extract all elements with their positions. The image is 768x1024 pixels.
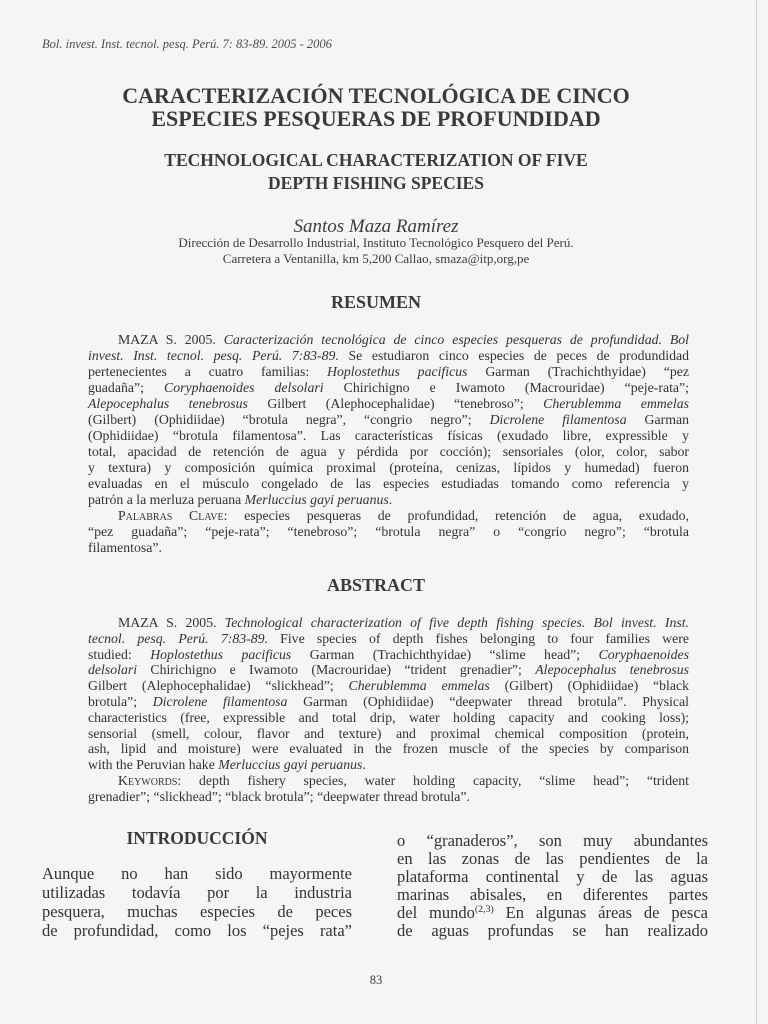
text-run: (Ophidiidae) “brotula filamentosa”. Las características físicas (exudado libre, expressible y [88, 428, 689, 443]
text-line-content [88, 476, 689, 492]
text-line-content [88, 460, 689, 476]
text-run: pesquera, muchas especies de peces [42, 902, 352, 921]
text-run: Aunque no han sido mayormente [42, 864, 352, 883]
text-line [88, 364, 689, 380]
affiliation-line: Carretera a Ventanilla, km 5,200 Callao, smaza@itp,org,pe [222, 251, 530, 266]
text-line [88, 789, 689, 805]
text-line [88, 647, 689, 663]
italic-text: Dicrolene filamentosa [152, 693, 288, 709]
reference-superscript: (2,3) [474, 904, 494, 916]
text-run: with the Peruvian hake [88, 757, 219, 773]
italic-text: Alepocephalus tenebrosus [88, 396, 248, 411]
italic-text: Alepocephalus tenebrosus [535, 662, 689, 678]
text-run: studied: [88, 646, 151, 662]
text-line-content [118, 332, 689, 348]
text-line [397, 868, 708, 886]
introduccion-left-column [42, 864, 352, 940]
italic-text: Hoplostethus pacificus [327, 364, 468, 379]
scan-page-edge [756, 0, 757, 1024]
title-english [42, 149, 710, 195]
text-line [88, 757, 689, 773]
text-line-content [88, 726, 689, 742]
text-line [42, 921, 352, 940]
italic-text: Cherublemma emmelas [348, 678, 490, 694]
text-line [397, 904, 708, 922]
text-line-content [42, 921, 352, 940]
text-run: MAZA S. 2005. [118, 615, 225, 630]
text-run: MAZA S. 2005. [118, 332, 224, 347]
text-run: grenadier”; “slickhead”; “black brotula”; “deepwater thread brotula”. [88, 788, 470, 804]
text-line-content [88, 380, 689, 396]
small-caps-label: Keywords [118, 772, 178, 788]
text-line [397, 850, 708, 868]
italic-text: Caracterización tecnológica de cinco especies pesqueras de profundidad. Bol [223, 332, 689, 347]
text-line-content [397, 904, 708, 922]
text-line [88, 380, 689, 396]
text-run: ash, lipid and moisture) were evaluated in the frozen muscle of the species by comparison [88, 741, 689, 757]
text-line-content [88, 631, 689, 647]
text-run: de profundidad, como los “pejes rata” [42, 921, 352, 940]
text-run: (Gilbert) (Ophidiidae) “black [489, 678, 689, 694]
text-run: Five species of depth fishes belonging to four families were [267, 630, 689, 646]
text-run: sensorial (smell, colour, flavor and texture) and proximal chemical composition (protein, [88, 725, 689, 741]
italic-text: tecnol. pesq. Perú. 7:83-89. [88, 630, 268, 646]
italic-text: Coryphaenoides [598, 646, 689, 662]
text-line-content [88, 662, 689, 678]
text-run: Garman (Trachichthyidae) “pez [467, 364, 689, 379]
introduccion-heading: INTRODUCCIÓN [126, 828, 268, 848]
text-line-content [397, 886, 708, 904]
text-line-content [88, 428, 689, 444]
italic-text: Technological characterization of five depth fishing species. Bol invest. Inst. [224, 615, 689, 630]
italic-text: invest. Inst. tecnol. pesq. Perú. 7:83-89. [88, 348, 339, 363]
title-spanish [42, 84, 710, 130]
text-line [88, 524, 689, 540]
text-run: en las zonas de las pendientes de la [397, 849, 708, 868]
text-line-content [88, 492, 392, 508]
text-line [397, 886, 708, 904]
text-line [88, 631, 689, 647]
text-line [88, 662, 689, 678]
abstract-body [88, 615, 689, 805]
italic-text: Merluccius gayi peruanus [218, 757, 363, 773]
paragraph [88, 615, 689, 773]
text-line [88, 332, 689, 348]
text-run: plataforma continental y de las aguas [397, 867, 708, 886]
text-line [88, 710, 689, 726]
text-run: evaluadas en el músculo congelado de las especies estudiadas tomando como referencia y [88, 476, 689, 491]
text-run: total, apacidad de retención de agua y pérdida por cocción); sensoriales (olor, color, sabor [88, 444, 689, 459]
text-line-content [397, 850, 708, 868]
title-english-line: DEPTH FISHING SPECIES [268, 173, 484, 193]
text-line [88, 412, 689, 428]
text-run: characteristics (free, expressible and total drip, water holding capacity and cooking loss); [88, 709, 689, 725]
text-line [88, 615, 689, 631]
text-line [397, 922, 708, 940]
author-affiliation [42, 235, 710, 267]
italic-text: Merluccius gayi peruanus [244, 492, 389, 507]
text-run: Gilbert (Alephocephalidae) “tenebroso”; [247, 396, 544, 411]
text-line-content [88, 694, 689, 710]
text-line [42, 883, 352, 902]
paragraph [88, 508, 689, 556]
text-line [88, 508, 689, 524]
text-run: guadaña”; [88, 380, 164, 395]
title-spanish-line: CARACTERIZACIÓN TECNOLÓGICA DE CINCO [122, 83, 630, 108]
text-line [88, 492, 689, 508]
text-line [42, 864, 352, 883]
text-line-content [88, 524, 689, 540]
text-line-content [88, 741, 689, 757]
text-run: : especies pesqueras de profundidad, retención de agua, exudado, [223, 508, 690, 523]
text-line-content [88, 789, 470, 805]
introduccion-right-column [397, 832, 708, 940]
title-english-line: TECHNOLOGICAL CHARACTERIZATION OF FIVE [164, 150, 588, 170]
paragraph [88, 332, 689, 508]
text-line [88, 476, 689, 492]
title-spanish-line: ESPECIES PESQUERAS DE PROFUNDIDAD [151, 106, 601, 131]
text-line-content [88, 364, 689, 380]
text-run: brotula”; [88, 693, 153, 709]
text-line [42, 902, 352, 921]
text-line-content [88, 647, 689, 663]
text-line-content [88, 757, 366, 773]
paragraph [397, 832, 708, 940]
running-header-citation: Bol. invest. Inst. tecnol. pesq. Perú. 7: 83-89. 2005 - 2006 [42, 37, 332, 51]
text-run: patrón a la merluza peruana [88, 492, 245, 507]
paragraph [88, 773, 689, 805]
text-run: o “granaderos”, son muy abundantes [397, 831, 708, 850]
text-line [88, 444, 689, 460]
italic-text: delsolari [88, 662, 138, 678]
text-line-content [88, 710, 689, 726]
text-line-content [88, 412, 689, 428]
italic-text: Coryphaenoides delsolari [164, 380, 324, 395]
text-run: . [388, 492, 393, 507]
text-run: En algunas áreas de pesca [493, 903, 708, 922]
text-line-content [88, 678, 689, 694]
text-line-content [397, 868, 708, 886]
affiliation-line: Dirección de Desarrollo Industrial, Instituto Tecnológico Pesquero del Perú. [178, 235, 574, 250]
text-run: Chirichigno e Iwamoto (Macrouridae) “trident grenadier”; [137, 662, 536, 678]
resumen-heading: RESUMEN [330, 292, 421, 312]
text-line-content [88, 540, 162, 556]
text-line [88, 540, 689, 556]
text-run: : depth fishery species, water holding capacity, “slime head”; “trident [177, 772, 689, 788]
text-line-content [397, 832, 708, 850]
text-line-content [88, 348, 689, 364]
text-run: de aguas profundas se han realizado [397, 921, 708, 940]
text-line-content [88, 396, 689, 412]
text-line [397, 832, 708, 850]
text-line [88, 428, 689, 444]
text-run: y textura) y composición química proximal (proteína, cenizas, lípidos y humedad) fueron [88, 460, 689, 475]
text-line-content [88, 444, 689, 460]
text-line-content [118, 508, 689, 524]
text-line-content [118, 615, 689, 631]
small-caps-label: Palabras Clave [118, 508, 224, 523]
text-line [88, 348, 689, 364]
text-run: utilizadas todavía por la industria [42, 883, 352, 902]
text-run: del mundo [397, 903, 475, 922]
italic-text: Hoplostethus pacificus [150, 646, 292, 662]
text-run: “pez guadaña”; “peje-rata”; “tenebroso”; “brotula negra” o “congrio negro”; “brotula [88, 524, 689, 539]
text-run: Chirichigno e Iwamoto (Macrouridae) “peje-rata”; [323, 380, 689, 395]
text-run: Garman (Trachichthyidae) “slime head”; [291, 646, 599, 662]
text-line-content [118, 773, 689, 789]
text-line-content [42, 902, 352, 921]
text-line [88, 773, 689, 789]
text-line-content [397, 922, 708, 940]
text-line-content [42, 864, 352, 883]
resumen-body [88, 332, 689, 556]
text-run: (Gilbert) (Ophidiidae) “brotula negra”, “congrio negro”; [88, 412, 490, 427]
text-run: filamentosa”. [88, 540, 162, 555]
text-line [88, 460, 689, 476]
italic-text: Cherublemma emmelas [543, 396, 689, 411]
page-number: 83 [369, 973, 383, 987]
paragraph [42, 864, 352, 940]
abstract-heading: ABSTRACT [326, 575, 426, 595]
text-run: Gilbert (Alephocephalidae) “slickhead”; [88, 678, 349, 694]
text-line [88, 694, 689, 710]
text-line [88, 396, 689, 412]
text-run: marinas abisales, en diferentes partes [397, 885, 708, 904]
author-name: Santos Maza Ramírez [293, 216, 459, 237]
text-run: Garman [626, 412, 689, 427]
text-run: Garman (Ophidiidae) “deepwater thread brotula”. Physical [287, 693, 689, 709]
text-line [88, 741, 689, 757]
text-run: . [362, 757, 366, 773]
text-run: Se estudiaron cinco especies de peces de produndidad [338, 348, 689, 363]
text-line [88, 726, 689, 742]
text-line-content [42, 883, 352, 902]
text-line [88, 678, 689, 694]
italic-text: Dicrolene filamentosa [489, 412, 627, 427]
text-run: pertenecientes a cuatro familias: [88, 364, 328, 379]
